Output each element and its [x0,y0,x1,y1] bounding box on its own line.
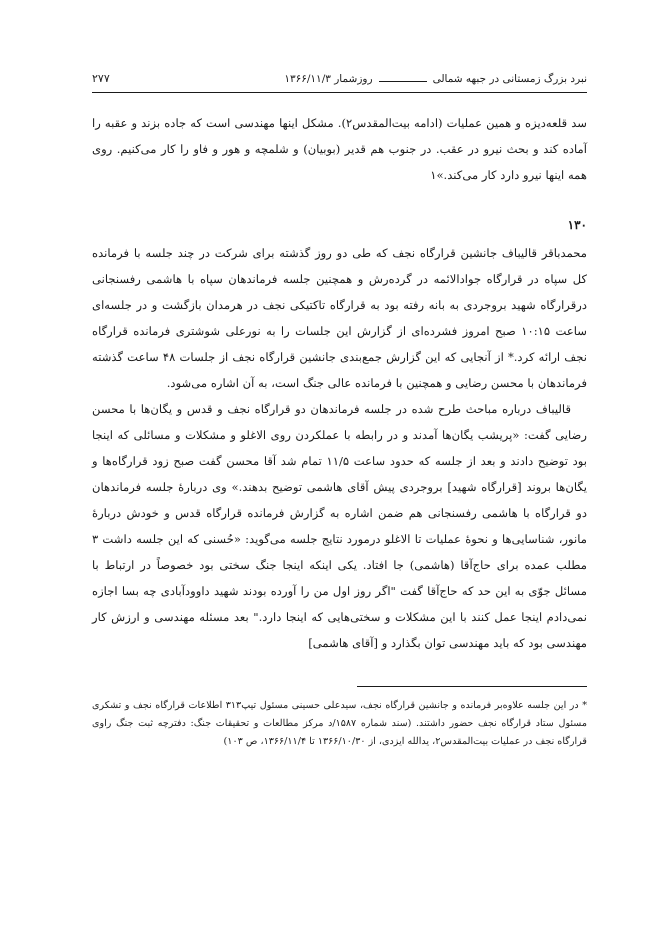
footnote: * در این جلسه علاوه‌بر فرمانده و جانشین قرارگاه نجف، سیدعلی حسینی مسئول تیپ۳۱۳ اطلاعات قرارگاه نجف و تشکری مسئول ستاد قرارگاه نجف حضور داشتند. (سند شماره ۱۵۸۷/د مرکز مطالعات و تحقیقات جنگ: دفترچه ثبت جنگ راوی قرارگاه نجف در عملیات بیت‌المقدس۲، یدالله ایزدی، از ۱۳۶۶/۱۰/۳۰ تا ۱۳۶۶/۱۱/۴، ص ۱۰۳) [92,700,587,747]
book-title: نبرد بزرگ زمستانی در جبهه شمالی [432,73,587,85]
header-title-group [284,72,587,86]
page-number: ۲۷۷ [92,72,110,85]
footnote-rule [357,686,587,687]
section-number: ۱۳۰ [567,218,587,232]
running-header [92,68,587,86]
header-separator [379,81,427,82]
paragraph-continued: سد قلعه‌دیزه و همین عملیات (ادامه بیت‌المقدس۲). مشکل اینها مهندسی است که جاده بزند و عقبه را آماده کند و بحث نیرو در عقب. در جنوب هم قدیر (بوبیان) و شلمچه و هور و فاو را کار می‌کنیم. روی همه اینها نیرو دارد کار می‌کند.»۱ [92,116,587,182]
book-page [92,68,587,761]
diary-date: روزشمار ۱۳۶۶/۱۱/۳ [284,73,373,85]
paragraph-qalibaf-quote: قالیباف درباره مباحث طرح شده در جلسه فرماندهان دو قرارگاه نجف و قدس و یگان‌ها با محسن رضایی گفت: «پریشب یگان‌ها آمدند و در رابطه با عملکردن روی الاغلو و مشکلات و مسائلی که اینجا بود توضیح دادند و بعد از جلسه که حدود ساعت ۱۱/۵ تمام شد آقا محسن گفت صبح زود قرارگاه‌ها و یگان‌ها بروند [قرارگاه شهید] بروجردی پیش آقای هاشمی توضیح بدهند.» وی دربارهٔ جلسه فرماندهان دو قرارگاه با هاشمی رفسنجانی هم ضمن اشاره به گزارش فرمانده قرارگاه قدس و خودش دربارهٔ مانور، شناسایی‌ها و نحوهٔ عملیات تا الاغلو درمورد نتایج جلسه می‌گوید: «حُسنی که این جلسه داشت ۳ مطلب عمده برای حاج‌آقا (هاشمی) جا افتاد. یکی اینکه اینجا جنگ سختی بود خصوصاً در ارتباط با مسائل جوّی به این حد که حاج‌آقا گفت "اگر روز اول من را آورده بودند شهید داوودآبادی چه بسا اجازه نمی‌دادم اینجا عمل کنند با این مشکلات و سختی‌هایی که اینجا دارد." بعد مسئله مهندسی و ارزش کار مهندسی بود که باید مهندسی توان بگذارد و [آقای هاشمی] [92,402,587,650]
paragraph-report: محمدباقر قالیباف جانشین قرارگاه نجف که طی دو روز گذشته برای شرکت در چند جلسه با فرمانده کل سپاه در قرارگاه جوادالائمه در گردەرش و همچنین جلسه فرماندهان سپاه با هاشمی رفسنجانی درقرارگاه شهید بروجردی به بانه رفته بود به قرارگاه تاکتیکی نجف در هرمدان بازگشت و در جلسه‌ای ساعت ۱۰:۱۵ صبح امروز فشرده‌ای از گزارش این جلسات را به نورعلی شوشتری فرمانده قرارگاه نجف ارائه کرد.* از آنجایی که این گزارش جمع‌بندی جانشین قرارگاه نجف از جلسات ۴۸ ساعت گذشته فرماندهان با محسن رضایی و همچنین با فرمانده عالی جنگ است، به آن اشاره می‌شود. [92,246,588,390]
header-rule [92,92,587,93]
